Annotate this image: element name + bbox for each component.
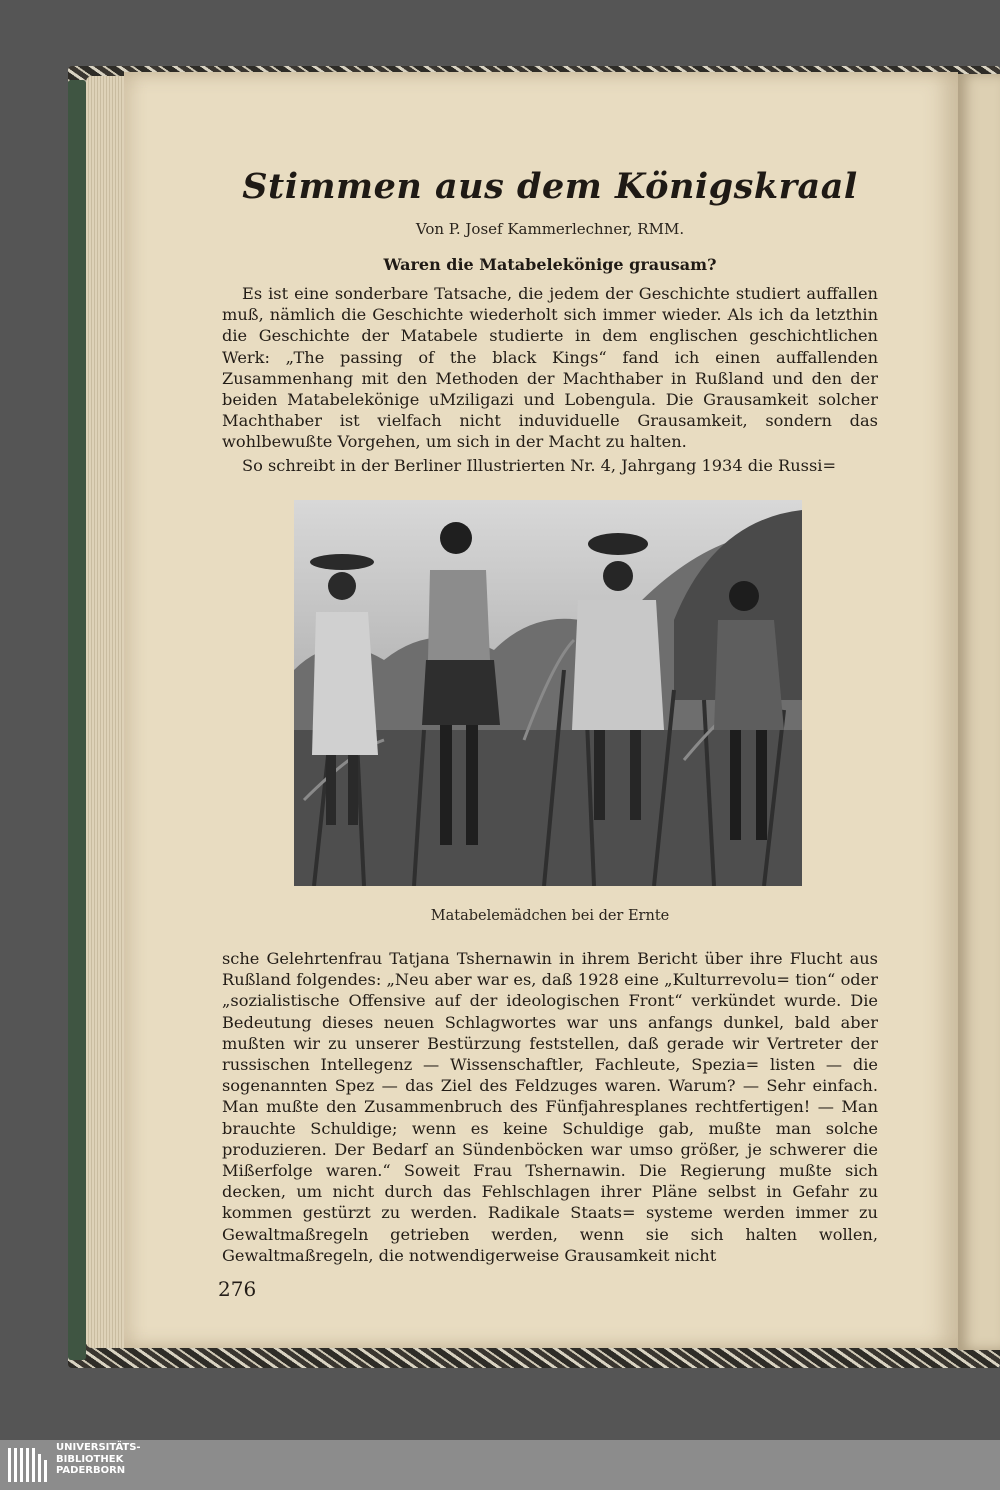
book-spine — [68, 80, 86, 1360]
article-title: Stimmen aus dem Königskraal — [242, 166, 858, 207]
facing-page-edge — [958, 74, 1000, 1350]
paragraph-tshernawin: sche Gelehrtenfrau Tatjana Tshernawin in ihrem Bericht über ihre Flucht aus Rußland folgendes: „Neu aber war es, daß 1928 eine „Kulturrevolu= tion“ oder „sozialistische Offensive auf der ideologischen Front“ verkündet wurde. Die Bedeutung dieses neuen Schlagwortes war uns anfangs dunkel, bald aber mußten wir zu unserer Bestürzung feststellen, daß gerade wir Vertreter der russischen Intellegenz — Wissenschaftler, Fachleute, Spezia= listen — die sogenannten Spez — das Ziel des Feldzuges waren. Warum? — Sehr einfach. Man mußte den Zusammenbruch des Fünfjahresplanes rechtfertigen! — Man brauchte Schuldige; wenn es keine Schuldige gab, mußte man solche produzieren. Der Bedarf an Sündenböcken war umso größer, je schwerer die Mißerfolge waren.“ Soweit Frau Tshernawin. Die Regierung mußte sich decken, um nicht durch das Fehlschlagen ihrer Pläne selbst in Gefahr zu kommen gestürzt zu werden. Radikale Staats= systeme werden immer zu Gewaltmaßregeln getrieben werden, wenn sie sich halten wollen, Gewaltmaßregeln, die notwendigerweise Grausamkeit nicht — [222, 949, 878, 1265]
library-footer — [0, 1440, 1000, 1490]
library-name — [56, 1442, 141, 1477]
library-name-line-1: UNIVERSITÄTS- — [56, 1442, 141, 1453]
library-name-line-2: BIBLIOTHEK — [56, 1453, 124, 1465]
article-byline: Von P. Josef Kammerlechner, RMM. — [415, 220, 685, 238]
library-name-line-3: PADERBORN — [56, 1465, 126, 1476]
photo-caption: Matabelemädchen bei der Ernte — [430, 908, 670, 924]
harvest-photograph — [294, 500, 802, 886]
paragraph-intro: Es ist eine sonderbare Tatsache, die jedem der Geschichte studiert auffallen muß, nämlich die Geschichte wiederholt sich immer wieder. Als ich da letzthin die Geschichte der Matabele studierte in dem englischen geschichtlichen Werk: „The passing of the black Kings“ fand ich einen auffallenden Zusammenhang mit den Methoden der Machthaber in Rußland und den der beiden Matabelekönige uMziligazi und Lobengula. Die Grausamkeit solcher Machthaber ist vielfach nicht induviduelle Grausamkeit, sondern das wohlbewußte Vorgehen, um sich in der Macht zu halten. — [222, 284, 878, 452]
harvest-photo-image — [294, 500, 802, 886]
section-heading: Waren die Matabelekönige grausam? — [383, 255, 717, 274]
paragraph-berlin: So schreibt in der Berliner Illustrierten Nr. 4, Jahrgang 1934 die Russi= — [242, 456, 837, 475]
page-number: 276 — [218, 1277, 257, 1301]
library-logo-icon — [8, 1448, 48, 1482]
